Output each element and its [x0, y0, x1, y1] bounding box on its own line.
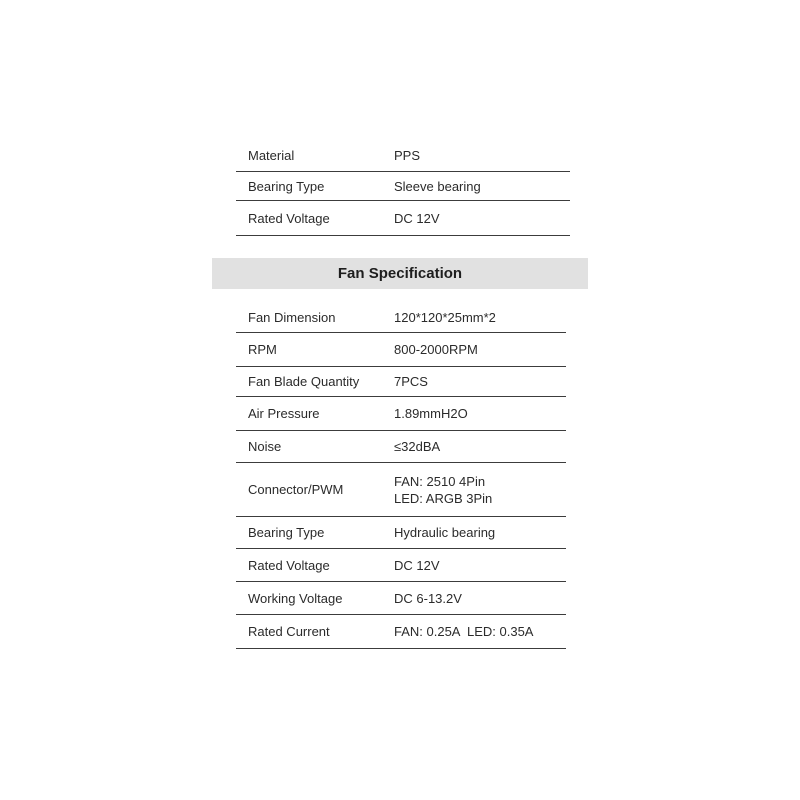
spec-value: PPS: [394, 148, 421, 163]
spec-label: Bearing Type: [248, 178, 325, 194]
spec-value: Sleeve bearing: [394, 178, 481, 194]
spec-label: Fan Dimension: [248, 309, 336, 325]
spec-value: 1.89mmH2O: [394, 406, 468, 421]
spec-row-rated-voltage: [236, 201, 570, 236]
spec-row-rated-current: [236, 615, 566, 649]
spec-row-bearing-type: [236, 517, 566, 549]
spec-value: FAN: 0.25A LED: 0.35A: [394, 624, 534, 639]
fan-specification-header: [212, 258, 588, 289]
spec-value: DC 12V: [394, 557, 440, 573]
spec-label: Fan Blade Quantity: [248, 374, 360, 389]
spec-label: Material: [248, 148, 295, 163]
spec-row-fan-dimension: [236, 302, 566, 333]
spec-label: Air Pressure: [248, 406, 320, 421]
spec-row-material: [236, 140, 570, 172]
spec-label: RPM: [248, 342, 277, 357]
fan-spec-table: [236, 302, 566, 649]
spec-value: 7PCS: [394, 374, 428, 389]
spec-row-fan-blade-quantity: [236, 367, 566, 397]
spec-label: Rated Current: [248, 624, 330, 639]
spec-value: DC 12V: [394, 210, 440, 226]
general-spec-table: [236, 140, 570, 236]
spec-value: 120*120*25mm*2: [394, 309, 496, 325]
spec-label: Noise: [248, 439, 282, 454]
spec-value-line: FAN: 2510 4Pin: [394, 473, 486, 489]
section-title: Fan Specification: [337, 265, 463, 282]
spec-value: 800-2000RPM: [394, 342, 478, 357]
spec-value: ≤32dBA: [394, 439, 441, 454]
spec-label: Rated Voltage: [248, 210, 330, 226]
spec-row-air-pressure: [236, 397, 566, 431]
spec-value: Hydraulic bearing: [394, 525, 496, 540]
spec-value: [394, 473, 566, 507]
spec-label: Rated Voltage: [248, 557, 330, 573]
spec-row-rated-voltage: [236, 549, 566, 582]
spec-label: Bearing Type: [248, 525, 325, 540]
spec-row-working-voltage: [236, 582, 566, 615]
spec-label: Working Voltage: [248, 590, 343, 606]
spec-row-bearing-type: [236, 172, 570, 201]
spec-row-connector-pwm: [236, 463, 566, 517]
spec-row-noise: [236, 431, 566, 463]
spec-value-line: LED: ARGB 3Pin: [394, 490, 493, 506]
spec-value: DC 6-13.2V: [394, 590, 462, 606]
spec-label: Connector/PWM: [248, 482, 344, 497]
spec-row-rpm: [236, 333, 566, 367]
